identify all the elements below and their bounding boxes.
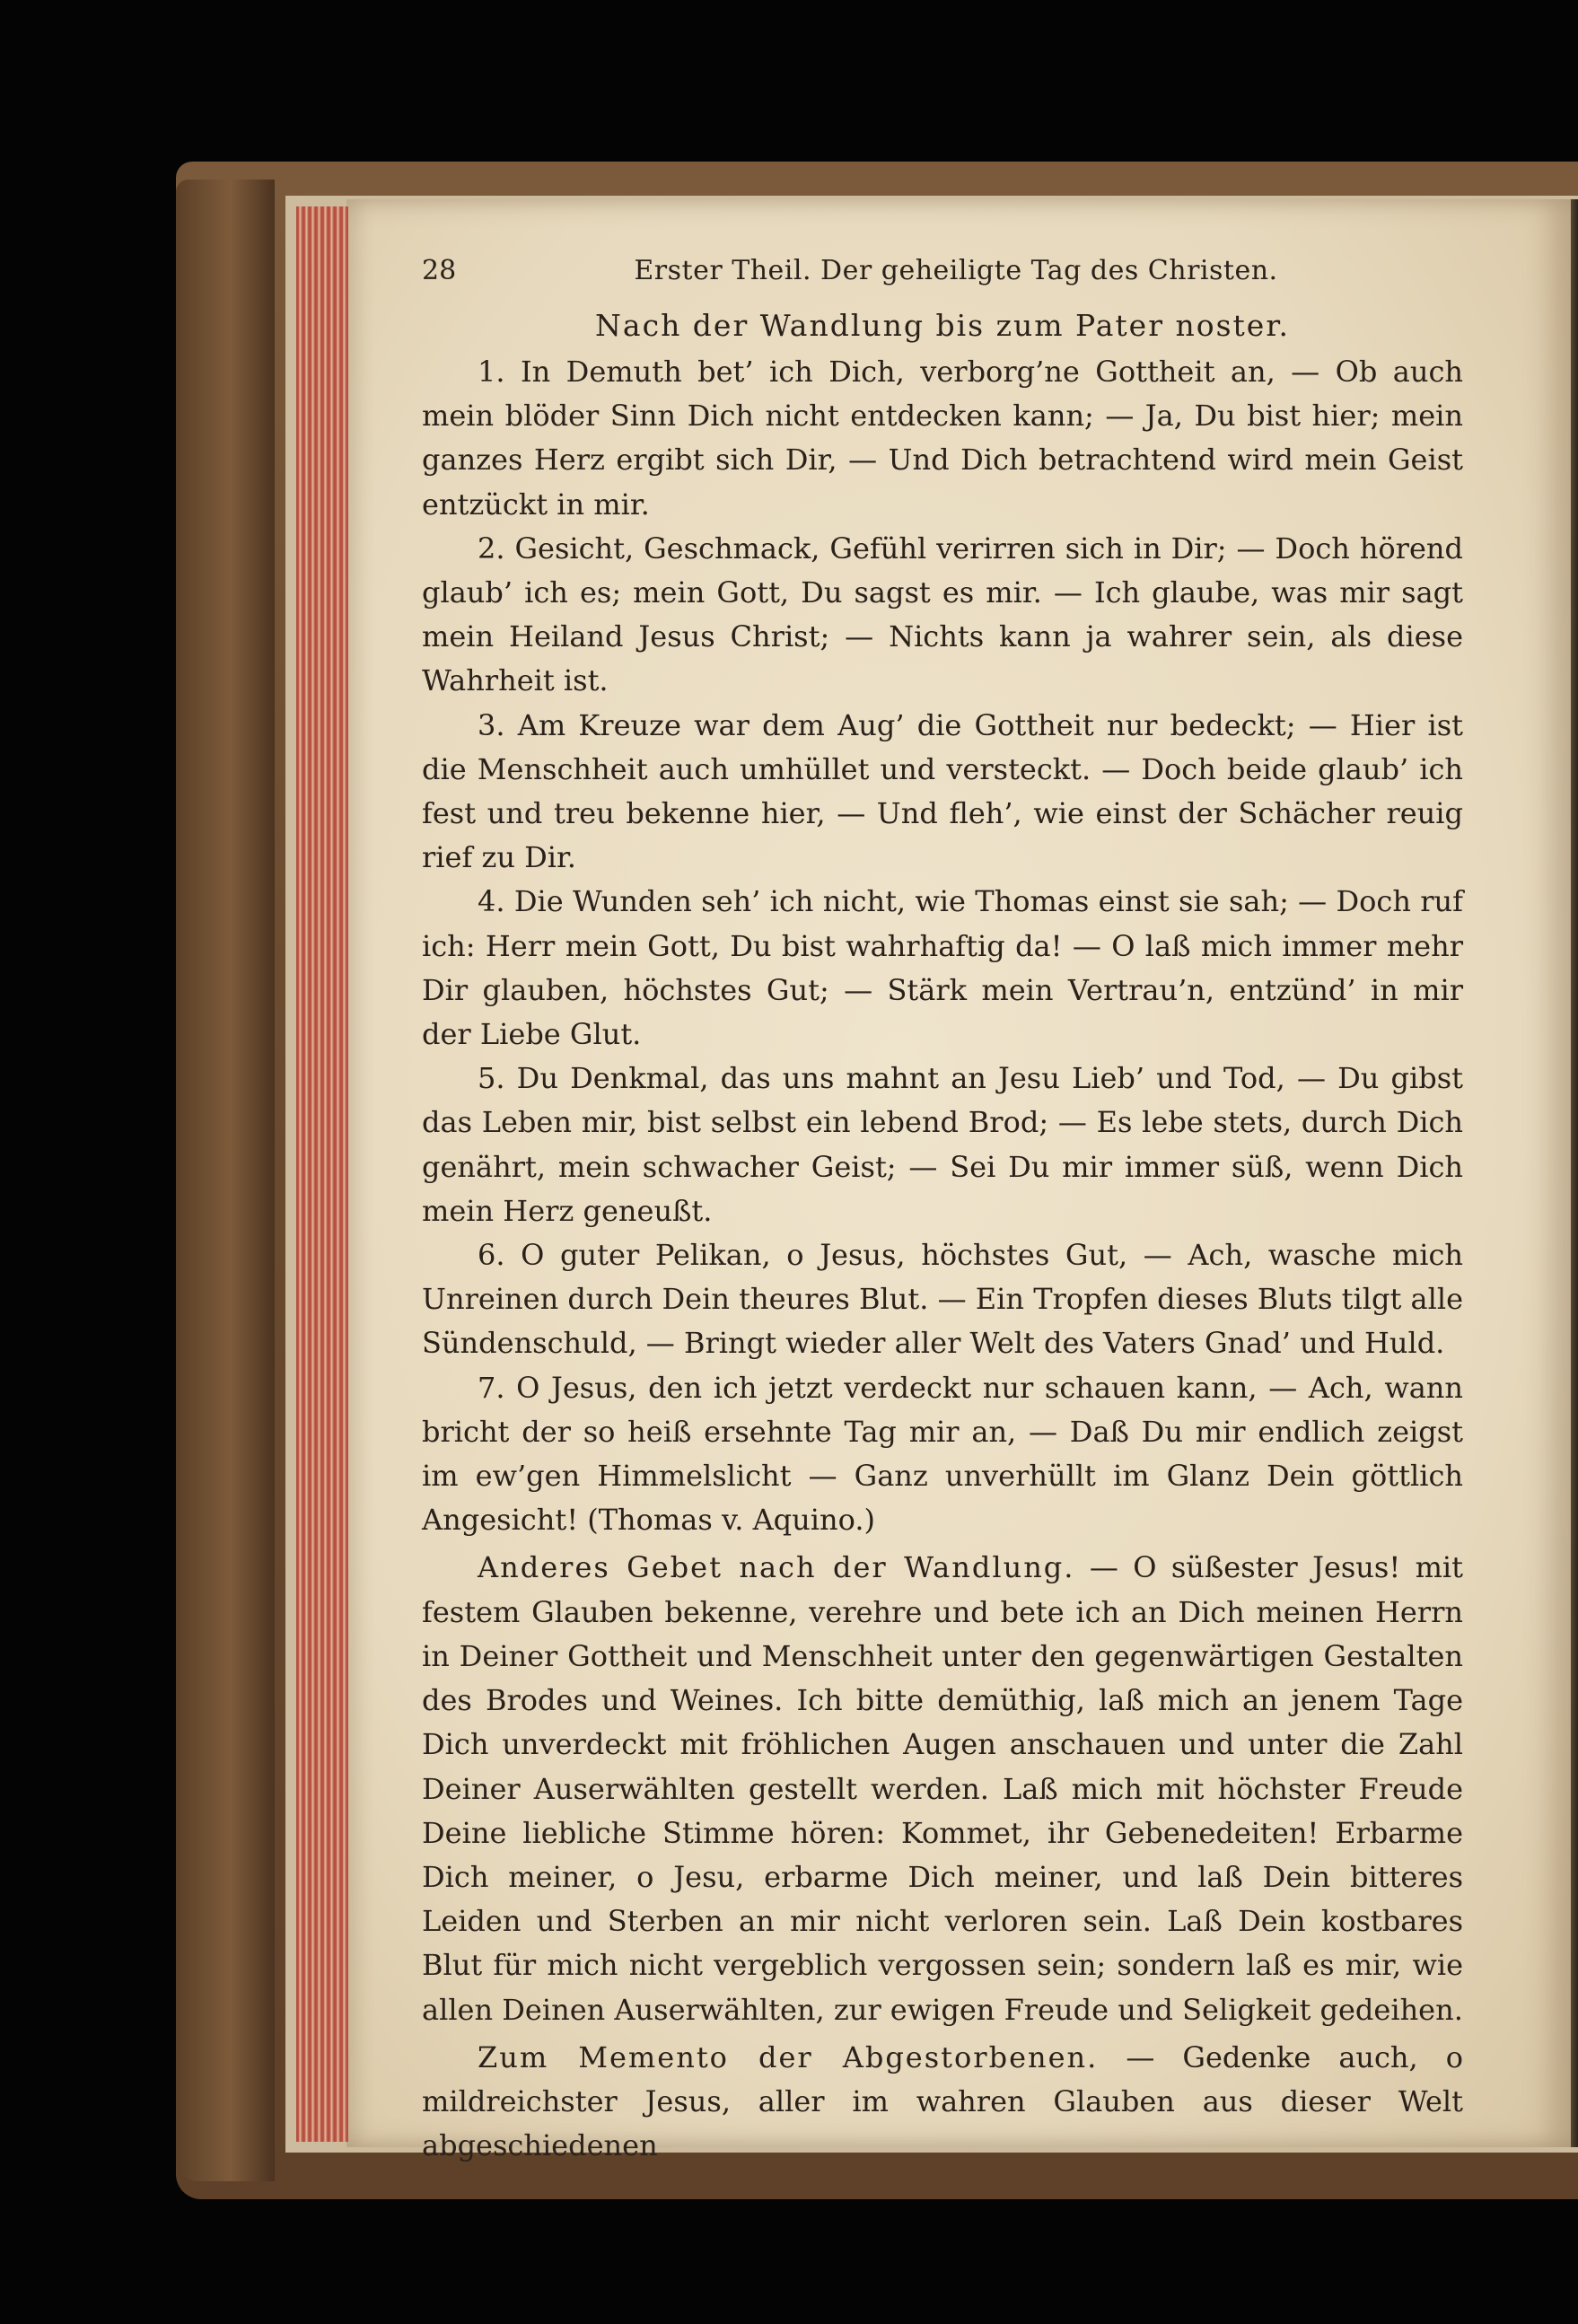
section-title: Nach der Wandlung bis zum Pater noster. bbox=[595, 308, 1290, 343]
page-number: 28 bbox=[422, 255, 457, 286]
memento-paragraph bbox=[422, 2036, 1463, 2169]
verse-paragraph: 1. In Demuth bet’ ich Dich, verborg’ne Gottheit an, — Ob auch mein blöder Sinn Dich nicht entdecken kann; — Ja, Du bist hier; mein ganzes Herz ergibt sich Dir, — Und Dich betrachtend wird mein Geist entzückt in mir. bbox=[422, 355, 1463, 522]
red-page-edge bbox=[296, 206, 348, 2142]
verse-paragraph: 7. O Jesus, den ich jetzt verdeckt nur schauen kann, — Ach, wann bricht der so heiß ersehnte Tag mir an, — Daß Du mir endlich zeigst im ew’gen Himmelslicht — Ganz unverhüllt im Glanz Dein göttlich Angesicht! (Thomas v. Aquino.) bbox=[422, 1370, 1463, 1538]
verse-paragraph: 5. Du Denkmal, das uns mahnt an Jesu Lieb’ und Tod, — Du gibst das Leben mir, bist selbst ein lebend Brod; — Es lebe stets, durch Dich genährt, mein schwacher Geist; — Sei Du mir immer süß, wenn Dich mein Herz geneußt. bbox=[422, 1061, 1463, 1228]
verse-paragraph: 3. Am Kreuze war dem Aug’ die Gottheit nur bedeckt; — Hier ist die Menschheit auch umhüllet und versteckt. — Doch beide glaub’ ich fest und treu bekenne hier, — Und fleh’, wie einst der Schächer reuig rief zu Dir. bbox=[422, 707, 1463, 875]
book-spine-edge bbox=[176, 180, 275, 2181]
page-content bbox=[422, 255, 1463, 2168]
running-head: Erster Theil. Der geheiligte Tag des Christen. bbox=[634, 255, 1278, 286]
memento-text: — Gedenke auch, o mildreichster Jesus, aller im wahren Glauben aus dieser Welt abgeschiedenen bbox=[422, 2039, 1464, 2163]
memento-heading: Zum Memento der Abgestorbenen. bbox=[478, 2039, 1099, 2074]
verse-paragraph: 2. Gesicht, Geschmack, Gefühl verirren sich in Dir; — Doch hörend glaub’ ich es; mein Gott, Du sagst es mir. — Ich glaube, was mir sagt mein Heiland Jesus Christ; — Nichts kann ja wahrer sein, als diese Wahrheit ist. bbox=[422, 531, 1463, 698]
page-header bbox=[422, 255, 1463, 298]
verse-paragraph: 4. Die Wunden seh’ ich nicht, wie Thomas einst sie sah; — Doch ruf ich: Herr mein Gott, Du bist wahrhaftig da! — O laß mich immer mehr Dir glauben, höchstes Gut; — Stärk mein Vertrau’n, entzünd’ in mir der Liebe Glut. bbox=[422, 884, 1463, 1052]
verse-paragraph: 6. O guter Pelikan, o Jesus, höchstes Gut, — Ach, wasche mich Unreinen durch Dein theures Blut. — Ein Tropfen dieses Bluts tilgt alle Sündenschuld, — Bringt wieder aller Welt des Vaters Gnad’ und Huld. bbox=[422, 1238, 1463, 1361]
prayer-text: — O süßester Jesus! mit festem Glauben bekenne, verehre und bete ich an Dich meinen Herrn in Deiner Gottheit und Menschheit unter den gegenwärtigen Gestalten des Brodes und Weines. Ich bitte demüthig, laß mich an jenem Tage Dich unverdeckt mit fröhlichen Augen anschauen und unter die Zahl Deiner Auserwählten gestellt werden. Laß mich mit höchster Freude Deine liebliche Stimme hören: Kommet, ihr Gebenedeiten! Erbarme Dich meiner, o Jesu, erbarme Dich meiner, und laß Dein bitteres Leiden und Sterben an mir nicht verloren sein. Laß Dein kostbares Blut für mich nicht vergeblich vergossen sein; sondern laß es mir, wie allen Deinen Auserwählten, zur ewigen Freude und Seligkeit gedeihen. bbox=[422, 1550, 1464, 2027]
prayer-paragraph bbox=[422, 1546, 1463, 2031]
prayer-heading: Anderes Gebet nach der Wandlung. bbox=[478, 1550, 1075, 1585]
